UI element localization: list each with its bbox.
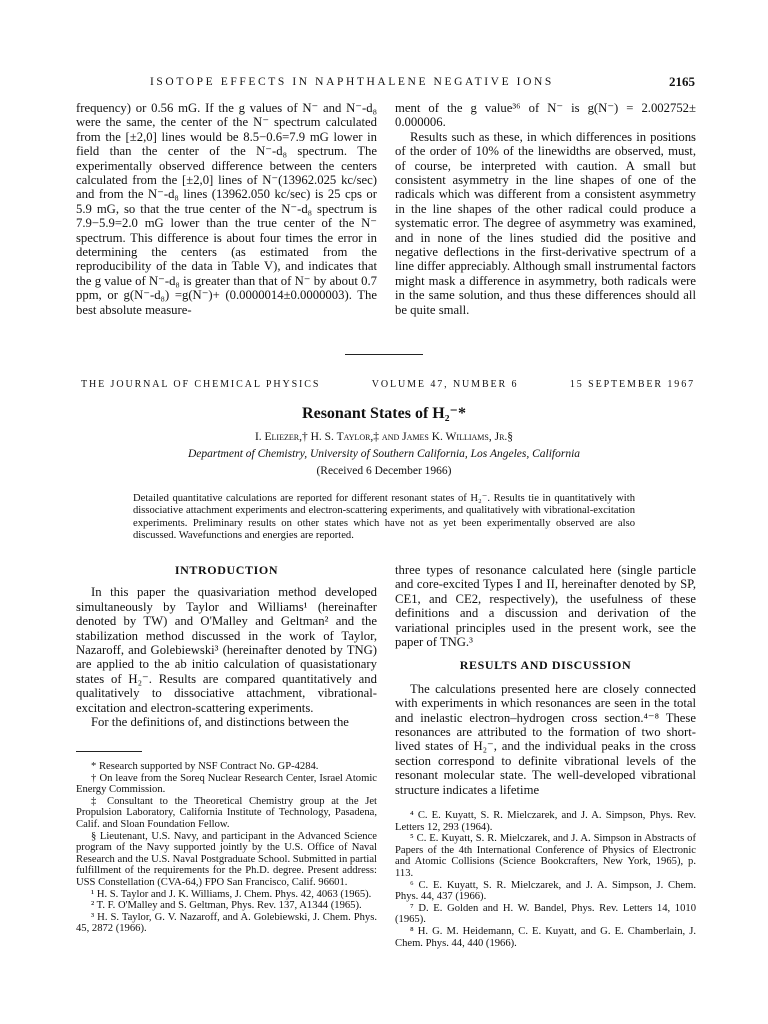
body-paragraph: The calculations presented here are closely connected with experiments in which resonances are seen in the total and inelastic electron–hydrogen cross section.⁴⁻⁸ These resonances are attributed to the formation of two short-lived states of H₂⁻, and the individual peaks in the cross section correspond to definite vibrational levels of the resonant molecular state. The well-developed vibrational structure indicates a lifetime xyxy=(395,681,696,797)
journal-volume: VOLUME 47, NUMBER 6 xyxy=(371,379,519,390)
footnotes-left xyxy=(76,761,377,935)
footnote: ¹ H. S. Taylor and J. K. Williams, J. Chem. Phys. 42, 4063 (1965). xyxy=(91,888,372,900)
footnote-rule xyxy=(76,751,142,752)
section-heading-introduction: INTRODUCTION xyxy=(174,563,279,577)
article-title: Resonant States of H₂⁻* xyxy=(302,405,466,422)
article-affiliation: Department of Chemistry, University of Southern California, Los Angeles, California xyxy=(187,448,581,460)
footnote: ² T. F. O'Malley and S. Geltman, Phys. Rev. 137, A1344 (1965). xyxy=(91,900,362,912)
body-paragraph: Results such as these, in which differences in positions of the order of 10% of the linewidths are observed, must, of course, be interpreted with caution. A small but consistent asymmetry in the line shapes of one of the radicals which was different from a consistent asymmetry in the line shapes of the other radical could produce a systematic error. The degree of asymmetry was examined, and in none of the lines studied did the positive and negative deflections in the first-derivative spectrum of a line differ appreciably. Although small instrumental factors might mask a difference in asymmetry, both radicals were in the same solution, and thus these differences should all be quite small. xyxy=(395,129,696,317)
top-right-column xyxy=(395,101,696,317)
top-left-column xyxy=(76,101,377,317)
footnote: ⁴ C. E. Kuyatt, S. R. Mielczarek, and J. A. Simpson, Phys. Rev. Letters 12, 293 (1964). xyxy=(395,810,696,833)
footnotes-right xyxy=(395,810,696,949)
journal-date: 15 SEPTEMBER 1967 xyxy=(569,379,695,390)
footnote: ⁷ D. E. Golden and H. W. Bandel, Phys. Rev. Letters 14, 1010 (1965). xyxy=(395,902,696,926)
body-paragraph: frequency) or 0.56 mG. If the g values of N⁻ and N⁻-d₈ were the same, the center of the N⁻ spectrum calculated from the [±2,0] lines would be 8.5−0.6=7.9 mG lower in field than the center of the N⁻-d₈ spectrum. The experimentally observed difference between the centers calculated from the [±2,0] lines of N⁻(13962.025 kc/sec) and from the N⁻-d₈ lines (13962.050 kc/sec) is 25 cps or 5.9 mG, so that the true center of the N⁻-d₈ spectrum is 7.9−5.9=2.0 mG lower than the true center of the N⁻ spectrum. This difference is about four times the error in determining the centers (as estimated from the reproducibility of the data in Table V), and indicates that the g value of N⁻-d₈ is greater than that of N⁻ by about 0.7 ppm, or g(N⁻-d₈) =g(N⁻)+ (0.0000014±0.0000003). The best absolute measure- xyxy=(76,101,377,317)
article-divider xyxy=(345,354,423,355)
footnote: ⁶ C. E. Kuyatt, S. R. Mielczarek, and J. A. Simpson, J. Chem. Phys. 44, 437 (1966). xyxy=(395,879,696,903)
body-paragraph: In this paper the quasivariation method developed simultaneously by Taylor and Williams¹ (hereinafter denoted by TW) and O'Malley and Geltman² and the stabilization method discussed in the work of Taylor, Nazaroff, and Golebiewski³ (hereinafter denoted by TNG) are applied to the ab initio calculation of quasistationary states of H₂⁻. Results are compared quantitatively and qualitatively to dissociative attachment, vibrational-excitation and electron-scattering experiments. xyxy=(76,585,377,715)
article-authors: I. Eliezer,† H. S. Taylor,‡ and James K. Williams, Jr.§ xyxy=(254,431,514,443)
journal-name: THE JOURNAL OF CHEMICAL PHYSICS xyxy=(81,379,321,390)
intro-column xyxy=(76,563,377,729)
body-paragraph: For the definitions of, and distinctions between the xyxy=(91,715,349,730)
article-abstract: Detailed quantitative calculations are reported for different resonant states of H₂⁻. Results tie in quantitatively with dissociative attachment experiments and electron-scattering experiments, and qualitatively with vibrational-excitation experiments. Preliminary results on other states which have not as yet been experimentally observed are also discussed. Wavefunctions and energies are reported. xyxy=(133,493,635,541)
footnote: § Lieutenant, U.S. Navy, and participant in the Advanced Science program of the Navy supported jointly by the U.S. Office of Naval Research and the U.S. Naval Postgraduate School. Submitted in partial fulfillment of the requirements for the Ph.D. degree. Present address: USS Constellation (CVA-64,) FPO San Francisco, Calif. 96601. xyxy=(76,830,377,888)
journal-line xyxy=(81,379,695,390)
body-paragraph: ment of the g value³⁶ of N⁻ is g(N⁻) = 2.002752± 0.000006. xyxy=(395,101,696,130)
footnote: ⁵ C. E. Kuyatt, S. R. Mielczarek, and J. A. Simpson in Abstracts of Papers of the 4th International Conference of Physics of Electronic and Atomic Collisions (Science Bookcrafters, New York, 1965), p. 113. xyxy=(395,833,696,879)
running-head: ISOTOPE EFFECTS IN NAPHTHALENE NEGATIVE IONS xyxy=(150,76,554,88)
section-heading-results: RESULTS AND DISCUSSION xyxy=(459,658,632,673)
page-number: 2165 xyxy=(669,74,695,89)
footnote: * Research supported by NSF Contract No. GP-4284. xyxy=(91,761,319,772)
footnote: ³ H. S. Taylor, G. V. Nazaroff, and A. Golebiewski, J. Chem. Phys. 45, 2872 (1966). xyxy=(76,911,377,935)
results-column xyxy=(395,563,696,797)
footnote: † On leave from the Soreq Nuclear Research Center, Israel Atomic Energy Commission. xyxy=(76,772,377,796)
footnote: ‡ Consultant to the Theoretical Chemistry group at the Jet Propulsion Laboratory, California Institute of Technology, Pasadena, Calif. and Sloan Foundation Fellow. xyxy=(76,795,377,830)
body-paragraph: three types of resonance calculated here (single particle and core-excited Types I and II, hereinafter denoted by SP, CE1, and CE2, respectively), the usefulness of these definitions and a discussion and derivation of the variational principles used in the present work, see the paper of TNG.³ xyxy=(395,563,696,650)
footnote: ⁸ H. G. M. Heidemann, C. E. Kuyatt, and G. E. Chamberlain, J. Chem. Phys. 44, 440 (1966). xyxy=(395,925,696,949)
article-received-date: (Received 6 December 1966) xyxy=(316,465,452,477)
